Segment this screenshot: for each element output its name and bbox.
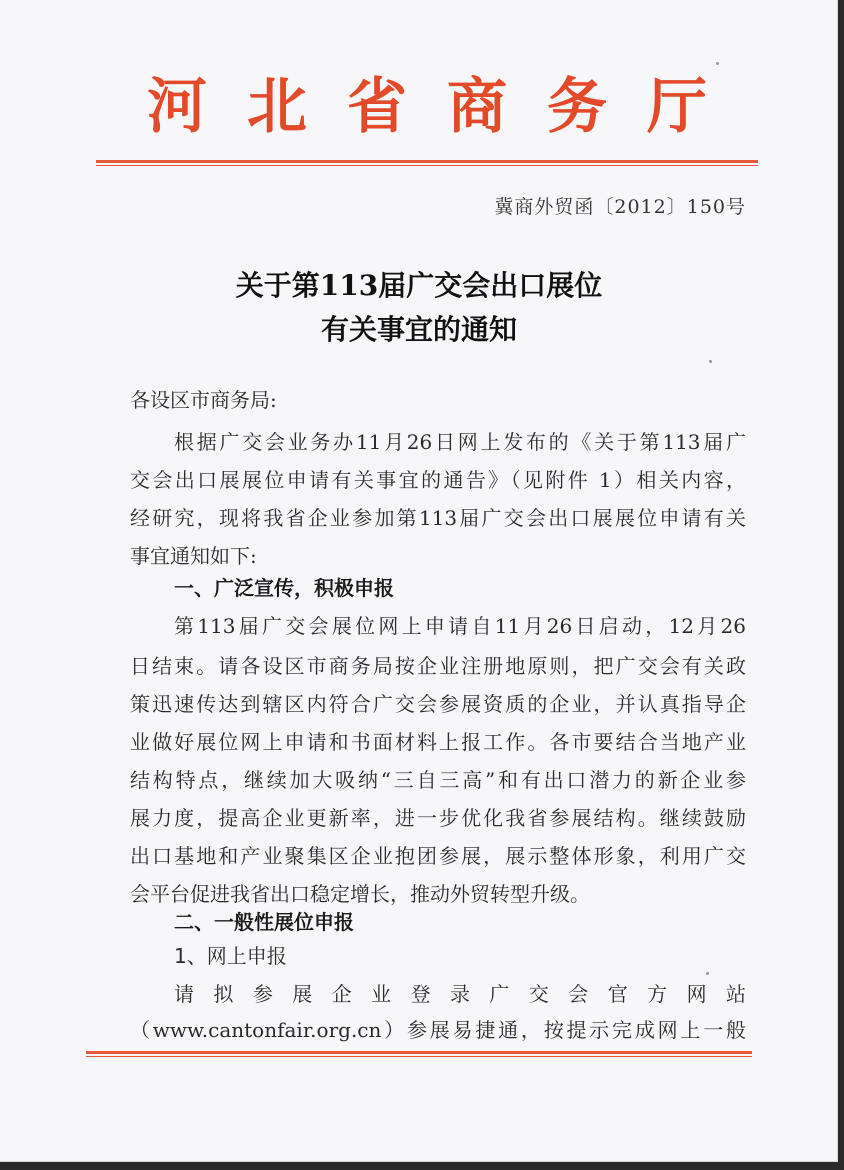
section-1-line: 业做好展位网上申请和书面材料上报工作。各市要结合当地产业 <box>130 730 746 754</box>
footer-red-rule <box>86 1051 752 1054</box>
letterhead-org-name: 河北省商务厅 <box>147 72 747 142</box>
subsection-1-heading: 1、网上申报 <box>174 944 287 968</box>
section-1-heading: 一、广泛宣传，积极申报 <box>174 576 394 600</box>
intro-line: 根据广交会业务办11月26日网上发布的《关于第113届广 <box>174 430 746 454</box>
section-1-line: 第113届广交会展位网上申请自11月26日启动，12月26 <box>174 614 746 638</box>
section-1-line: 出口基地和产业聚集区企业抱团参展，展示整体形象，利用广交 <box>130 844 746 868</box>
scan-speck <box>716 62 719 65</box>
footer-red-rule-thin <box>86 1056 752 1057</box>
section-2-heading: 二、一般性展位申报 <box>174 910 354 934</box>
subsection-1-line: （www.cantonfair.org.cn）参展易捷通，按提示完成网上一般 <box>130 1018 746 1042</box>
section-1-line: 会平台促进我省出口稳定增长，推动外贸转型升级。 <box>130 882 590 906</box>
intro-line: 交会出口展展位申请有关事宜的通告》（见附件 1）相关内容， <box>130 468 746 492</box>
intro-line: 经研究，现将我省企业参加第113届广交会出口展展位申请有关 <box>130 506 746 530</box>
section-1-line: 展力度，提高企业更新率，进一步优化我省参展结构。继续鼓励 <box>130 806 746 830</box>
letterhead-red-rule <box>96 160 758 163</box>
section-1-line: 日结束。请各设区市商务局按企业注册地原则，把广交会有关政 <box>130 654 746 678</box>
salutation: 各设区市商务局: <box>130 388 277 412</box>
notice-title-line-2: 有关事宜的通知 <box>320 313 517 346</box>
section-1-line: 结构特点，继续加大吸纳“三自三高”和有出口潜力的新企业参 <box>130 768 746 792</box>
notice-title-line-1: 关于第113届广交会出口展位 <box>235 269 603 302</box>
scan-speck <box>706 972 709 975</box>
subsection-1-line: 请拟参展企业登录广交会官方网站 <box>174 982 746 1006</box>
document-number: 冀商外贸函〔2012〕150号 <box>494 196 746 218</box>
letterhead-red-rule-thin <box>96 165 758 166</box>
section-1-line: 策迅速传达到辖区内符合广交会参展资质的企业，并认真指导企 <box>130 692 746 716</box>
scan-speck <box>709 360 712 363</box>
intro-line: 事宜通知如下: <box>130 544 257 568</box>
